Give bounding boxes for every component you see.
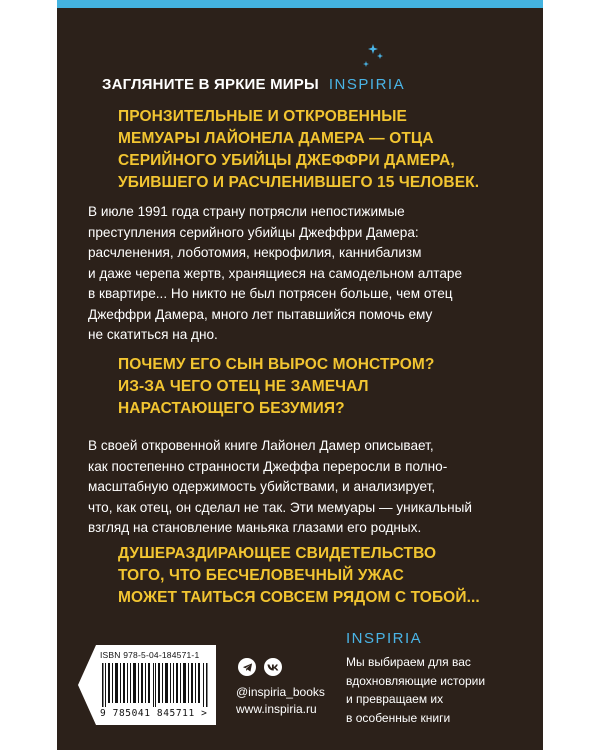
social-block <box>236 658 325 718</box>
blurb-headline-1 <box>118 106 479 194</box>
barcode-digits: 9 785041 845711 > <box>100 708 208 719</box>
blurb-line: ПРОНЗИТЕЛЬНЫЕ И ОТКРОВЕННЫЕ <box>118 108 407 125</box>
blurb-line: МОЖЕТ ТАИТЬСЯ СОВСЕМ РЯДОМ С ТОБОЙ... <box>118 589 480 606</box>
blurb-headline-2 <box>118 354 435 420</box>
blurb-line: УБИВШЕГО И РАСЧЛЕНИВШЕГО 15 ЧЕЛОВЕК. <box>118 174 480 191</box>
blurb-line: ДУШЕРАЗДИРАЮЩЕЕ СВИДЕТЕЛЬСТВО <box>118 545 437 562</box>
blurb-line: НАРАСТАЮЩЕГО БЕЗУМИЯ? <box>118 400 345 417</box>
imprint-text-line: Мы выбираем для вас <box>346 655 471 669</box>
brand-logo: INSPIRIA <box>328 75 406 93</box>
paragraph-line: Джеффри Дамера, много лет пытавшийся помочь ему <box>88 306 433 322</box>
sparkle-icon <box>356 42 386 72</box>
brand-tagline: ЗАГЛЯНИТЕ В ЯРКИЕ МИРЫ <box>102 75 319 93</box>
barcode-image <box>102 663 210 707</box>
paragraph-line: расчленения, лоботомия, некрофилия, каннибализм <box>88 245 422 260</box>
vk-icon[interactable] <box>264 658 282 676</box>
description-paragraph-1 <box>88 202 528 346</box>
paragraph-line: в квартире... Но никто не был потрясен больше, чем отец <box>88 286 453 301</box>
description-paragraph-2 <box>88 436 528 539</box>
website-link[interactable]: www.inspiria.ru <box>236 702 317 716</box>
paragraph-line: как постепенно странности Джеффа переросли в полно- <box>88 458 448 474</box>
top-color-bar <box>57 0 543 8</box>
isbn-number: ISBN 978-5-04-184571-1 <box>100 650 200 660</box>
paragraph-line: и даже черепа жертв, хранящиеся на самодельном алтаре <box>88 265 463 281</box>
blurb-line: МЕМУАРЫ ЛАЙОНЕЛА ДАМЕРА — ОТЦА <box>118 130 434 147</box>
paragraph-line: масштабную одержимость убийствами, и анализирует, <box>88 479 436 494</box>
social-handle: @inspiria_books <box>236 685 325 699</box>
imprint-text-line: вдохновляющие истории <box>346 673 486 688</box>
paragraph-line: В июле 1991 года страну потрясли непостижимые <box>88 204 405 219</box>
paragraph-line: что, как отец, он сделал не так. Эти мемуары — уникальный <box>88 499 472 515</box>
blurb-headline-3 <box>118 543 480 609</box>
imprint-text-line: в особенные книги <box>346 710 451 725</box>
imprint-text-line: и превращаем их <box>346 692 444 706</box>
isbn-barcode-box <box>96 645 216 725</box>
blurb-line: ИЗ-ЗА ЧЕГО ОТЕЦ НЕ ЗАМЕЧАЛ <box>118 378 369 395</box>
paragraph-line: преступления серийного убийцы Джеффри Дамера: <box>88 224 419 240</box>
blurb-line: ТОГО, ЧТО БЕСЧЕЛОВЕЧНЫЙ УЖАС <box>118 567 404 584</box>
telegram-icon[interactable] <box>238 658 256 676</box>
imprint-logo: INSPIRIA <box>346 630 423 647</box>
paragraph-line: взгляд на становление маньяка глазами его родных. <box>88 520 422 535</box>
paragraph-line: не скатиться на дно. <box>88 327 218 342</box>
paragraph-line: В своей откровенной книге Лайонел Дамер описывает, <box>88 438 434 453</box>
social-icons <box>238 658 325 676</box>
blurb-line: СЕРИЙНОГО УБИЙЦЫ ДЖЕФФРИ ДАМЕРА, <box>118 152 455 169</box>
brand-row <box>102 72 405 96</box>
blurb-line: ПОЧЕМУ ЕГО СЫН ВЫРОС МОНСТРОМ? <box>118 356 435 373</box>
isbn-label-notch <box>78 645 96 725</box>
imprint-block <box>346 630 485 727</box>
